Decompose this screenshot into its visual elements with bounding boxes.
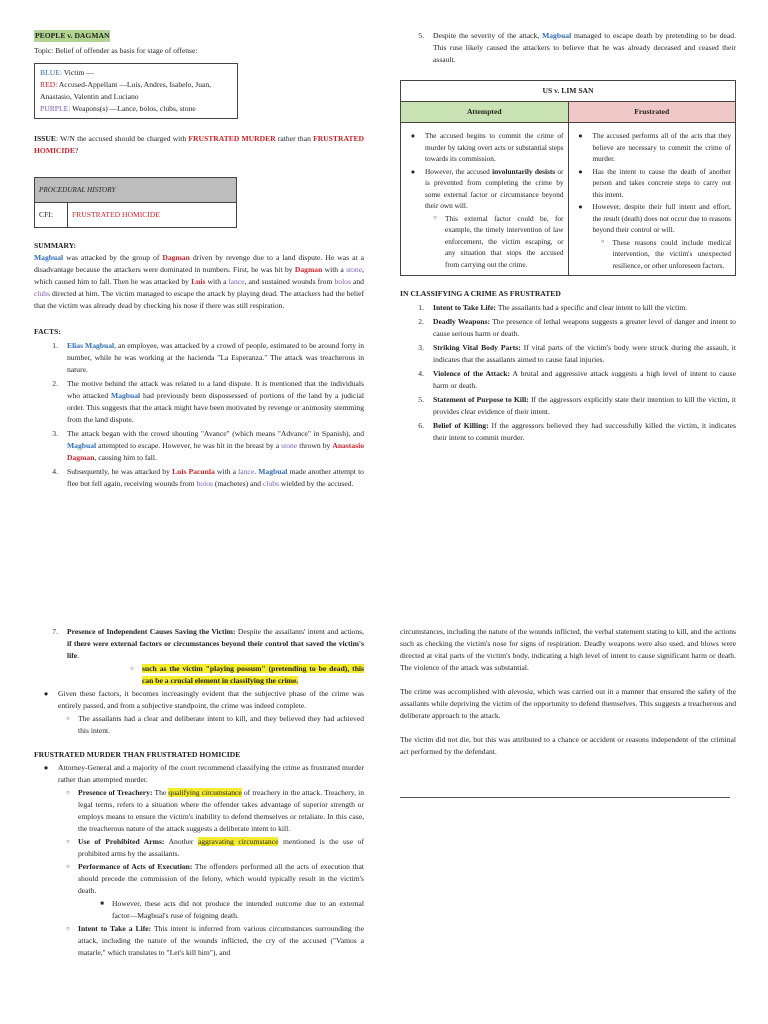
procedural-history-table: [34, 177, 237, 228]
column-attempted: Attempted: [401, 102, 569, 123]
topic: Topic: Belief of offender as basis for stage of offense:: [34, 46, 198, 55]
list-item: ● Attorney-General and a majority of the court recommend classifying the crime as frustrated murder rather than attempted murder.: [43, 763, 364, 784]
issue: ISSUE: W/N the accused should be charged with FRUSTRATED MURDER rather than FRUSTRATED HOMICIDE?: [34, 134, 364, 155]
divider: [400, 797, 730, 798]
legend-blue: BLUE: Victim —: [40, 68, 94, 77]
list-item: ● However, despite their full intent and effort, the result (death) does not occur due to reasons beyond their control or will.: [578, 202, 731, 234]
fact-item: 7. Presence of Independent Causes Saving the Victim: Despite the assailants' intent and actions, if there were external factors or circumstances beyond their control that saved the victim's life.: [52, 627, 364, 660]
fact-item: 3. The attack began with the crowd shouting "Avance" (which means "Advance" in Spanish), and Magbual attempted to escape. However, he was hit in the breast by a stone thrown by Anastasio Dagman, causing him to fall.: [52, 429, 364, 462]
list-subitem: ○ This external factor could be, for example, the timely intervention of law enforcement, the victim escaping, or any situation that stops the accused from carrying out the crime.: [433, 213, 564, 269]
procedural-history-header: PROCEDURAL HISTORY: [35, 178, 237, 203]
procedural-court: CFI:: [35, 203, 68, 228]
page-4: [400, 626, 736, 758]
summary-heading: SUMMARY:: [34, 241, 77, 250]
list-subitem: ○ Presence of Treachery: The qualifying circumstance of treachery in the attack. Treachery, in legal terms, refers to a situation where the offender takes advantage of superior strength or employs means to ensure the victim's inability to defend themselves or retaliate. In this case, the treacherous nature of the attack suggests a deliberate intent to kill.: [66, 788, 364, 833]
list-item: ● Has the intent to cause the death of another person and takes concrete steps to carry out this intent.: [578, 166, 731, 199]
paragraph: The crime was accomplished with alevosia, which was carried out in a manner that ensured the safety of the assailants while depriving the victim of the opportunity to defend themselves. This suggests a treacherous and deliberate approach to the attack.: [400, 687, 736, 720]
list-subsubitem: ■ However, these acts did not produce the intended outcome due to an external factor—Magbual's ruse of feigning death.: [100, 899, 364, 920]
comparison-table-title: US v. LIM SAN: [401, 81, 736, 102]
criteria-item: 1. Intent to Take Life: The assailants had a specific and clear intent to kill the victim.: [418, 303, 688, 312]
page-1: [34, 30, 364, 490]
attempted-cell: [401, 123, 569, 276]
list-subitem: ○ such as the victim "playing possum" (pretending to be dead), this can be a crucial element in classifying the crime.: [130, 664, 364, 685]
paragraph: circumstances, including the nature of the wounds inflicted, the verbal statement stating to kill, and the actions such as checking the victim's nose for signs of respiration. Deadly weapons were also used, and blows were directed at vital parts of the victim's body, indicating a high level of intent to cause significant harm or death. The violence of the attack was substantial.: [400, 627, 736, 672]
procedural-ruling: FRUSTRATED HOMICIDE: [68, 203, 237, 228]
criteria-item: 2. Deadly Weapons: The presence of lethal weapons suggests a greater level of danger and intent to cause serious harm or death.: [418, 317, 736, 338]
list-subitem: ○ Use of Prohibited Arms: Another aggravating circumstance mentioned is the use of prohibited arms by the assailants.: [66, 837, 364, 858]
section-heading: FRUSTRATED MURDER THAN FRUSTRATED HOMICIDE: [34, 750, 241, 759]
criteria-item: 6. Belief of Killing: If the aggressors believed they had successfully killed the victim, it indicates their intent to commit murder.: [418, 421, 736, 442]
frustrated-cell: [568, 123, 736, 276]
fact-item: 4. Subsequently, he was attacked by Luis Pacunla with a lance. Magbual made another attempt to flee but fell again, receiving wounds from bolos (machetes) and clubs wielded by the accused.: [52, 467, 364, 488]
color-legend: [34, 63, 238, 119]
list-subitem: ○ Performance of Acts of Execution: The offenders performed all the acts of execution that should precede the commission of the felony, which would typically result in the victim's death.: [66, 862, 364, 895]
list-item: ● The accused begins to commit the crime of murder by taking overt acts or substantial steps towards its commission.: [410, 131, 564, 163]
criteria-item: 4. Violence of the Attack: A brutal and aggressive attack suggests a high level of intent to cause harm or death.: [418, 369, 736, 390]
page-2: [400, 30, 736, 444]
list-subitem: ○ These reasons could include medical intervention, the victim's unexpected resilience, or other unforeseen factors.: [600, 237, 731, 270]
summary-text: Magbual was attacked by the group of Dagman driven by revenge due to a land dispute. He was at a disadvantage because the attackers were dominated in numbers. First, he was hit by Dagman with a stone, which caused him to fall. Then he was attacked by Luis with a lance, and sustained wounds from bolos and clubs directed at him. The victim managed to escape the attack by playing dead. The attackers had the belief that the victim was already dead by checking his nose if there was still respiration.: [34, 253, 364, 310]
legend-red: RED: Accused-Appellant —Luis, Andres, Isabelo, Juan, Anastasio, Valentin and Luciano: [40, 80, 212, 101]
list-subitem: ○ Intent to Take a Life: This intent is inferred from various circumstances surrounding the attack, including the nature of the wounds inflicted, the cry of the accused ("Vamos a matarle," which translates to "Let's kill him"), and: [66, 924, 364, 957]
paragraph: The victim did not die, but this was attributed to a chance or accident or reasons independent of the criminal act performed by the defendant.: [400, 735, 736, 756]
case-title: PEOPLE v. DAGMAN: [35, 31, 110, 40]
legend-purple: PURPLE: Weapons(s) —Lance, bolos, clubs, stone: [40, 104, 196, 113]
page-3: [34, 626, 364, 959]
fact-item: 2. The motive behind the attack was related to a land dispute. It is mentioned that the individuals who attacked Magbual had previously been dispossessed of portions of the land by a judicial order. This suggests that the attack might have been motivated by revenge or animosity stemming from the land dispute.: [52, 379, 364, 424]
comparison-table: [400, 80, 736, 276]
facts-heading: FACTS:: [34, 327, 61, 336]
list-item: ● Given these factors, it becomes increasingly evident that the subjective phase of the crime was entirely passed, and from a subjective standpoint, the crime was indeed complete.: [43, 689, 364, 710]
criteria-item: 5. Statement of Purpose to Kill: If the aggressors explicitly state their intention to kill the victim, it provides clear evidence of their intent.: [418, 395, 736, 416]
fact-item: 1. Elias Magbual, an employee, was attacked by a crowd of people, estimated to be around forty in number, while he was working at the hacienda "La Esperanza." The attack was treacherous in nature.: [52, 341, 364, 374]
criteria-item: 3. Striking Vital Body Parts: If vital parts of the victim's body were struck during the assault, it indicates that the assailants aimed to cause fatal injuries.: [418, 343, 737, 364]
list-subitem: ○ The assailants had a clear and deliberate intent to kill, and they believed they had achieved this intent.: [66, 714, 364, 735]
fact-item: 5. Despite the severity of the attack, Magbual managed to escape death by pretending to be dead. This ruse likely caused the attackers to believe that he was already deceased and ceased their assault.: [418, 31, 736, 64]
list-item: ● However, the accused involuntarily desists or is prevented from completing the crime by some external factor or circumstance beyond their own will.: [410, 166, 564, 210]
classify-heading: IN CLASSIFYING A CRIME AS FRUSTRATED: [400, 289, 561, 298]
list-item: ● The accused performs all of the acts that they believe are necessary to commit the crime of murder.: [578, 131, 731, 163]
column-frustrated: Frustrated: [568, 102, 736, 123]
